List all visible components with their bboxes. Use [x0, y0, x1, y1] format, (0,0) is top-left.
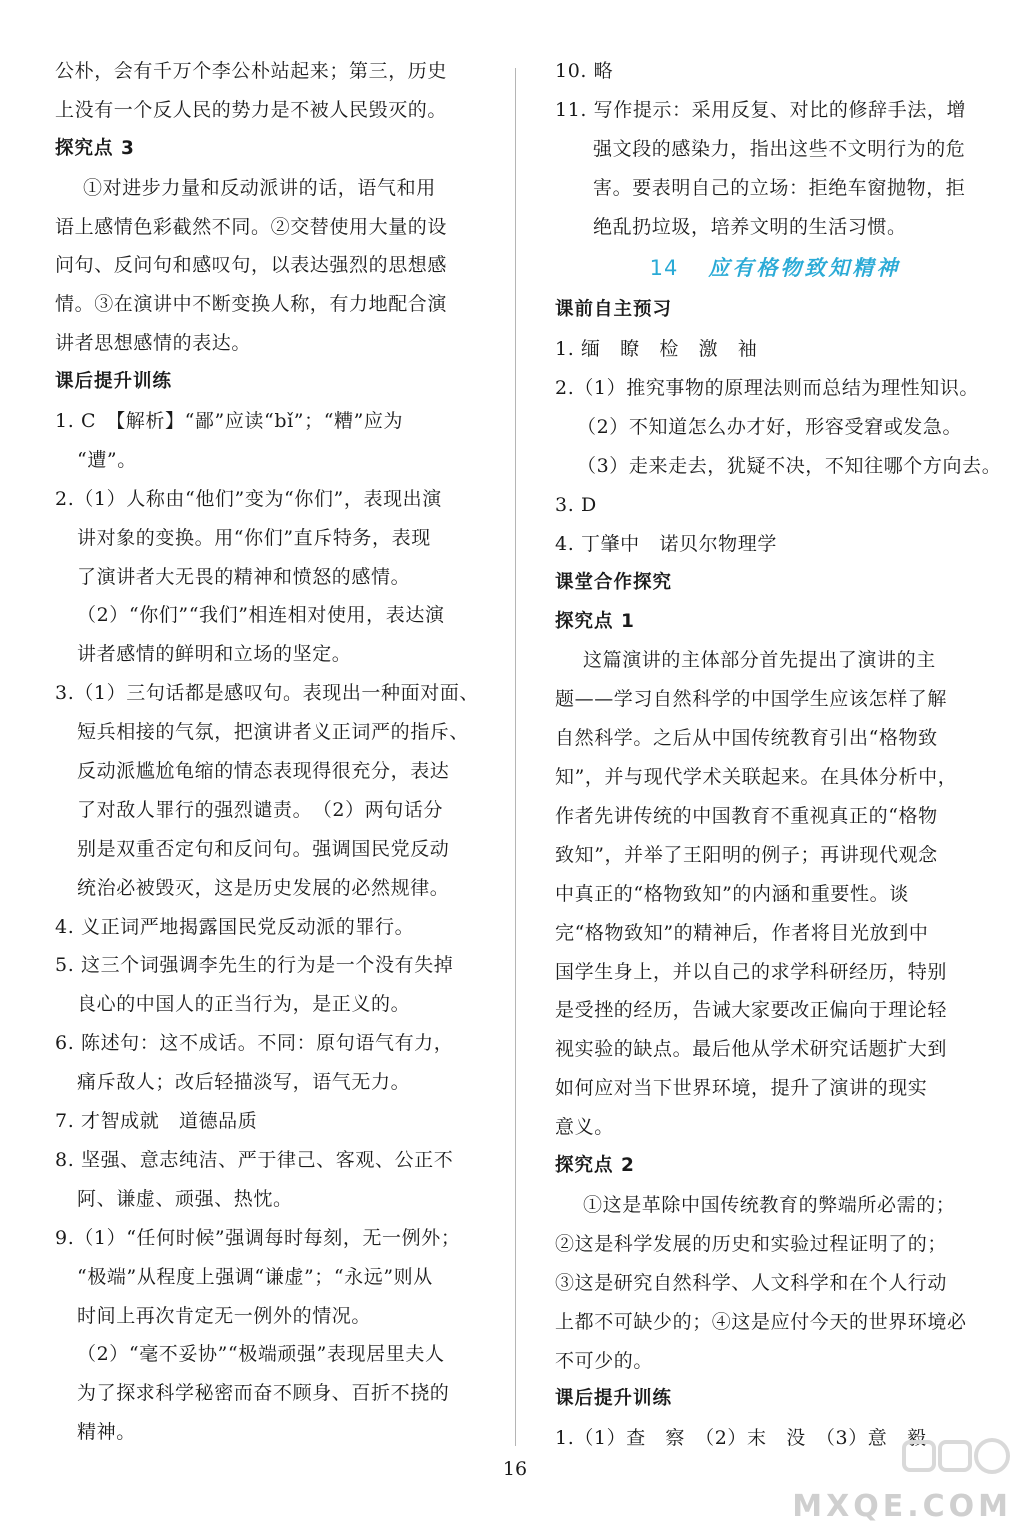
answer-item: 11. 写作提示：采用反复、对比的修辞手法，增 [555, 98, 967, 121]
text-line: （3）走来走去，犹疑不决，不知往哪个方向去。 [577, 455, 1002, 478]
section-heading: 课后提升训练 [555, 1388, 673, 1410]
chapter-title [555, 246, 975, 291]
text-line: 时间上再次肯定无一例外的情况。 [77, 1304, 372, 1327]
chapter-name: 应有格物致知精神 [708, 256, 901, 281]
text-line: 不可少的。 [555, 1349, 654, 1372]
text-line: 致知”，并举了王阳明的例子；再讲现代观念 [555, 843, 938, 866]
text-line: “极端”从程度上强调“谦虚”；“永远”则从 [77, 1265, 433, 1288]
text-line: 上没有一个反人民的势力是不被人民毁灭的。 [55, 98, 448, 121]
text-line: 讲者感情的鲜明和立场的坚定。 [77, 643, 352, 666]
answer-item: 5. 这三个词强调李先生的行为是一个没有失掉 [55, 954, 454, 977]
text-line: ③这是研究自然科学、人文科学和在个人行动 [555, 1271, 948, 1294]
text-line: 是受挫的经历，告诫大家要改正偏向于理论轻 [555, 999, 948, 1022]
text-line: ①这是革除中国传统教育的弊端所必需的； [583, 1193, 956, 1216]
text-line: 情。③在演讲中不断变换人称，有力地配合演 [55, 293, 448, 316]
answer-item: 4. 丁肇中 诺贝尔物理学 [555, 532, 777, 555]
answer-item: 3. D [555, 493, 597, 516]
text-line: “遭”。 [77, 448, 137, 471]
answer-item: 3.（1）三句话都是感叹句。表现出一种面对面、 [55, 682, 480, 705]
text-line: 作者先讲传统的中国教育不重视真正的“格物 [555, 805, 938, 828]
text-line: 上都不可缺少的；④这是应付今天的世界环境必 [555, 1310, 967, 1333]
text-line: 问句、反问句和感叹句，以表达强烈的思想感 [55, 254, 448, 277]
text-line: 公朴，会有千万个李公朴站起来；第三，历史 [55, 60, 448, 82]
text-line: 讲者思想感情的表达。 [55, 332, 252, 355]
section-heading: 课前自主预习 [555, 299, 673, 321]
text-line: 阿、谦虚、顽强、热忱。 [77, 1187, 293, 1210]
answer-item: 7. 才智成就 道德品质 [55, 1110, 258, 1133]
text-line: （2）“你们”“我们”相连相对使用，表达演 [77, 604, 445, 627]
section-heading: 探究点 3 [55, 137, 135, 159]
text-line: 绝乱扔垃圾，培养文明的生活习惯。 [593, 215, 907, 238]
answer-item: 10. 略 [555, 60, 614, 82]
answer-item: 4. 义正词严地揭露国民党反动派的罪行。 [55, 915, 415, 938]
text-line: 精神。 [77, 1421, 136, 1444]
answer-item: 6. 陈述句：这不成话。不同：原句语气有力， [55, 1032, 454, 1055]
text-line: 为了探求科学秘密而奋不顾身、百折不挠的 [77, 1382, 450, 1405]
text-line: 语上感情色彩截然不同。②交替使用大量的设 [55, 215, 448, 238]
text-line: 痛斥敌人；改后轻描淡写，语气无力。 [77, 1071, 411, 1094]
page-number: 16 [502, 1458, 528, 1480]
answer-item: 2.（1）人称由“他们”变为“你们”，表现出演 [55, 487, 442, 510]
chapter-number: 14 [649, 256, 679, 281]
section-heading: 课后提升训练 [55, 371, 173, 393]
text-line: 别是双重否定句和反问句。强调国民党反动 [77, 837, 450, 860]
section-heading: 课堂合作探究 [555, 571, 673, 593]
text-line: ②这是科学发展的历史和实验过程证明了的； [555, 1232, 948, 1255]
left-column [55, 52, 483, 1452]
column-divider [515, 68, 516, 1446]
text-line: 了对敌人罪行的强烈谴责。 （2）两句话分 [77, 798, 444, 821]
section-heading: 探究点 2 [555, 1155, 635, 1177]
section-heading: 探究点 1 [555, 610, 635, 632]
text-line: （2）“毫不妥协”“极端顽强”表现居里夫人 [77, 1343, 445, 1366]
text-line: 反动派尴尬龟缩的情态表现得很充分，表达 [77, 760, 450, 783]
text-line: 自然科学。之后从中国传统教育引出“格物致 [555, 727, 938, 750]
text-line: 了演讲者大无畏的精神和愤怒的感情。 [77, 565, 411, 588]
text-line: 知”，并与现代学术关联起来。在具体分析中， [555, 766, 958, 789]
text-line: （2）不知道怎么办才好，形容受窘或发急。 [577, 416, 963, 439]
answer-item: 1. C 【解析】“鄙”应读“bǐ”；“糟”应为 [55, 410, 404, 433]
text-line: 如何应对当下世界环境，提升了演讲的现实 [555, 1077, 928, 1100]
answer-item: 1. 缅 瞭 检 激 袖 [555, 338, 758, 361]
text-line: 题——学习自然科学的中国学生应该怎样了解 [555, 688, 948, 711]
text-line: 完“格物致知”的精神后，作者将目光放到中 [555, 921, 929, 944]
text-line: 统治必被毁灭，这是历史发展的必然规律。 [77, 876, 450, 899]
answer-item: 2.（1）推究事物的原理法则而总结为理性知识。 [555, 377, 980, 400]
answer-item: 1.（1）查 察 （2）末 没 （3）意 毅 [555, 1427, 927, 1450]
right-column [555, 52, 1002, 1458]
text-line: 强文段的感染力，指出这些不文明行为的危 [593, 137, 966, 160]
text-line: 意义。 [555, 1116, 614, 1139]
text-line: ①对进步力量和反动派讲的话，语气和用 [83, 176, 436, 199]
text-line: 中真正的“格物致知”的内涵和重要性。谈 [555, 882, 909, 905]
text-line: 这篇演讲的主体部分首先提出了演讲的主 [583, 649, 936, 672]
answer-item: 8. 坚强、意志纯洁、严于律己、客观、公正不 [55, 1148, 454, 1171]
text-line: 害。要表明自己的立场：拒绝车窗抛物，拒 [593, 176, 966, 199]
text-line: 讲对象的变换。用“你们”直斥特务，表现 [77, 526, 431, 549]
text-line: 视实验的缺点。最后他从学术研究话题扩大到 [555, 1038, 948, 1061]
answer-item: 9.（1）“任何时候”强调每时每刻，无一例外； [55, 1226, 461, 1249]
text-line: 国学生身上，并以自己的求学科研经历，特别 [555, 960, 948, 983]
text-line: 良心的中国人的正当行为，是正义的。 [77, 993, 411, 1016]
text-line: 短兵相接的气氛，把演讲者义正词严的指斥、 [77, 721, 470, 744]
watermark-text: MXQE.COM [792, 1489, 1012, 1524]
